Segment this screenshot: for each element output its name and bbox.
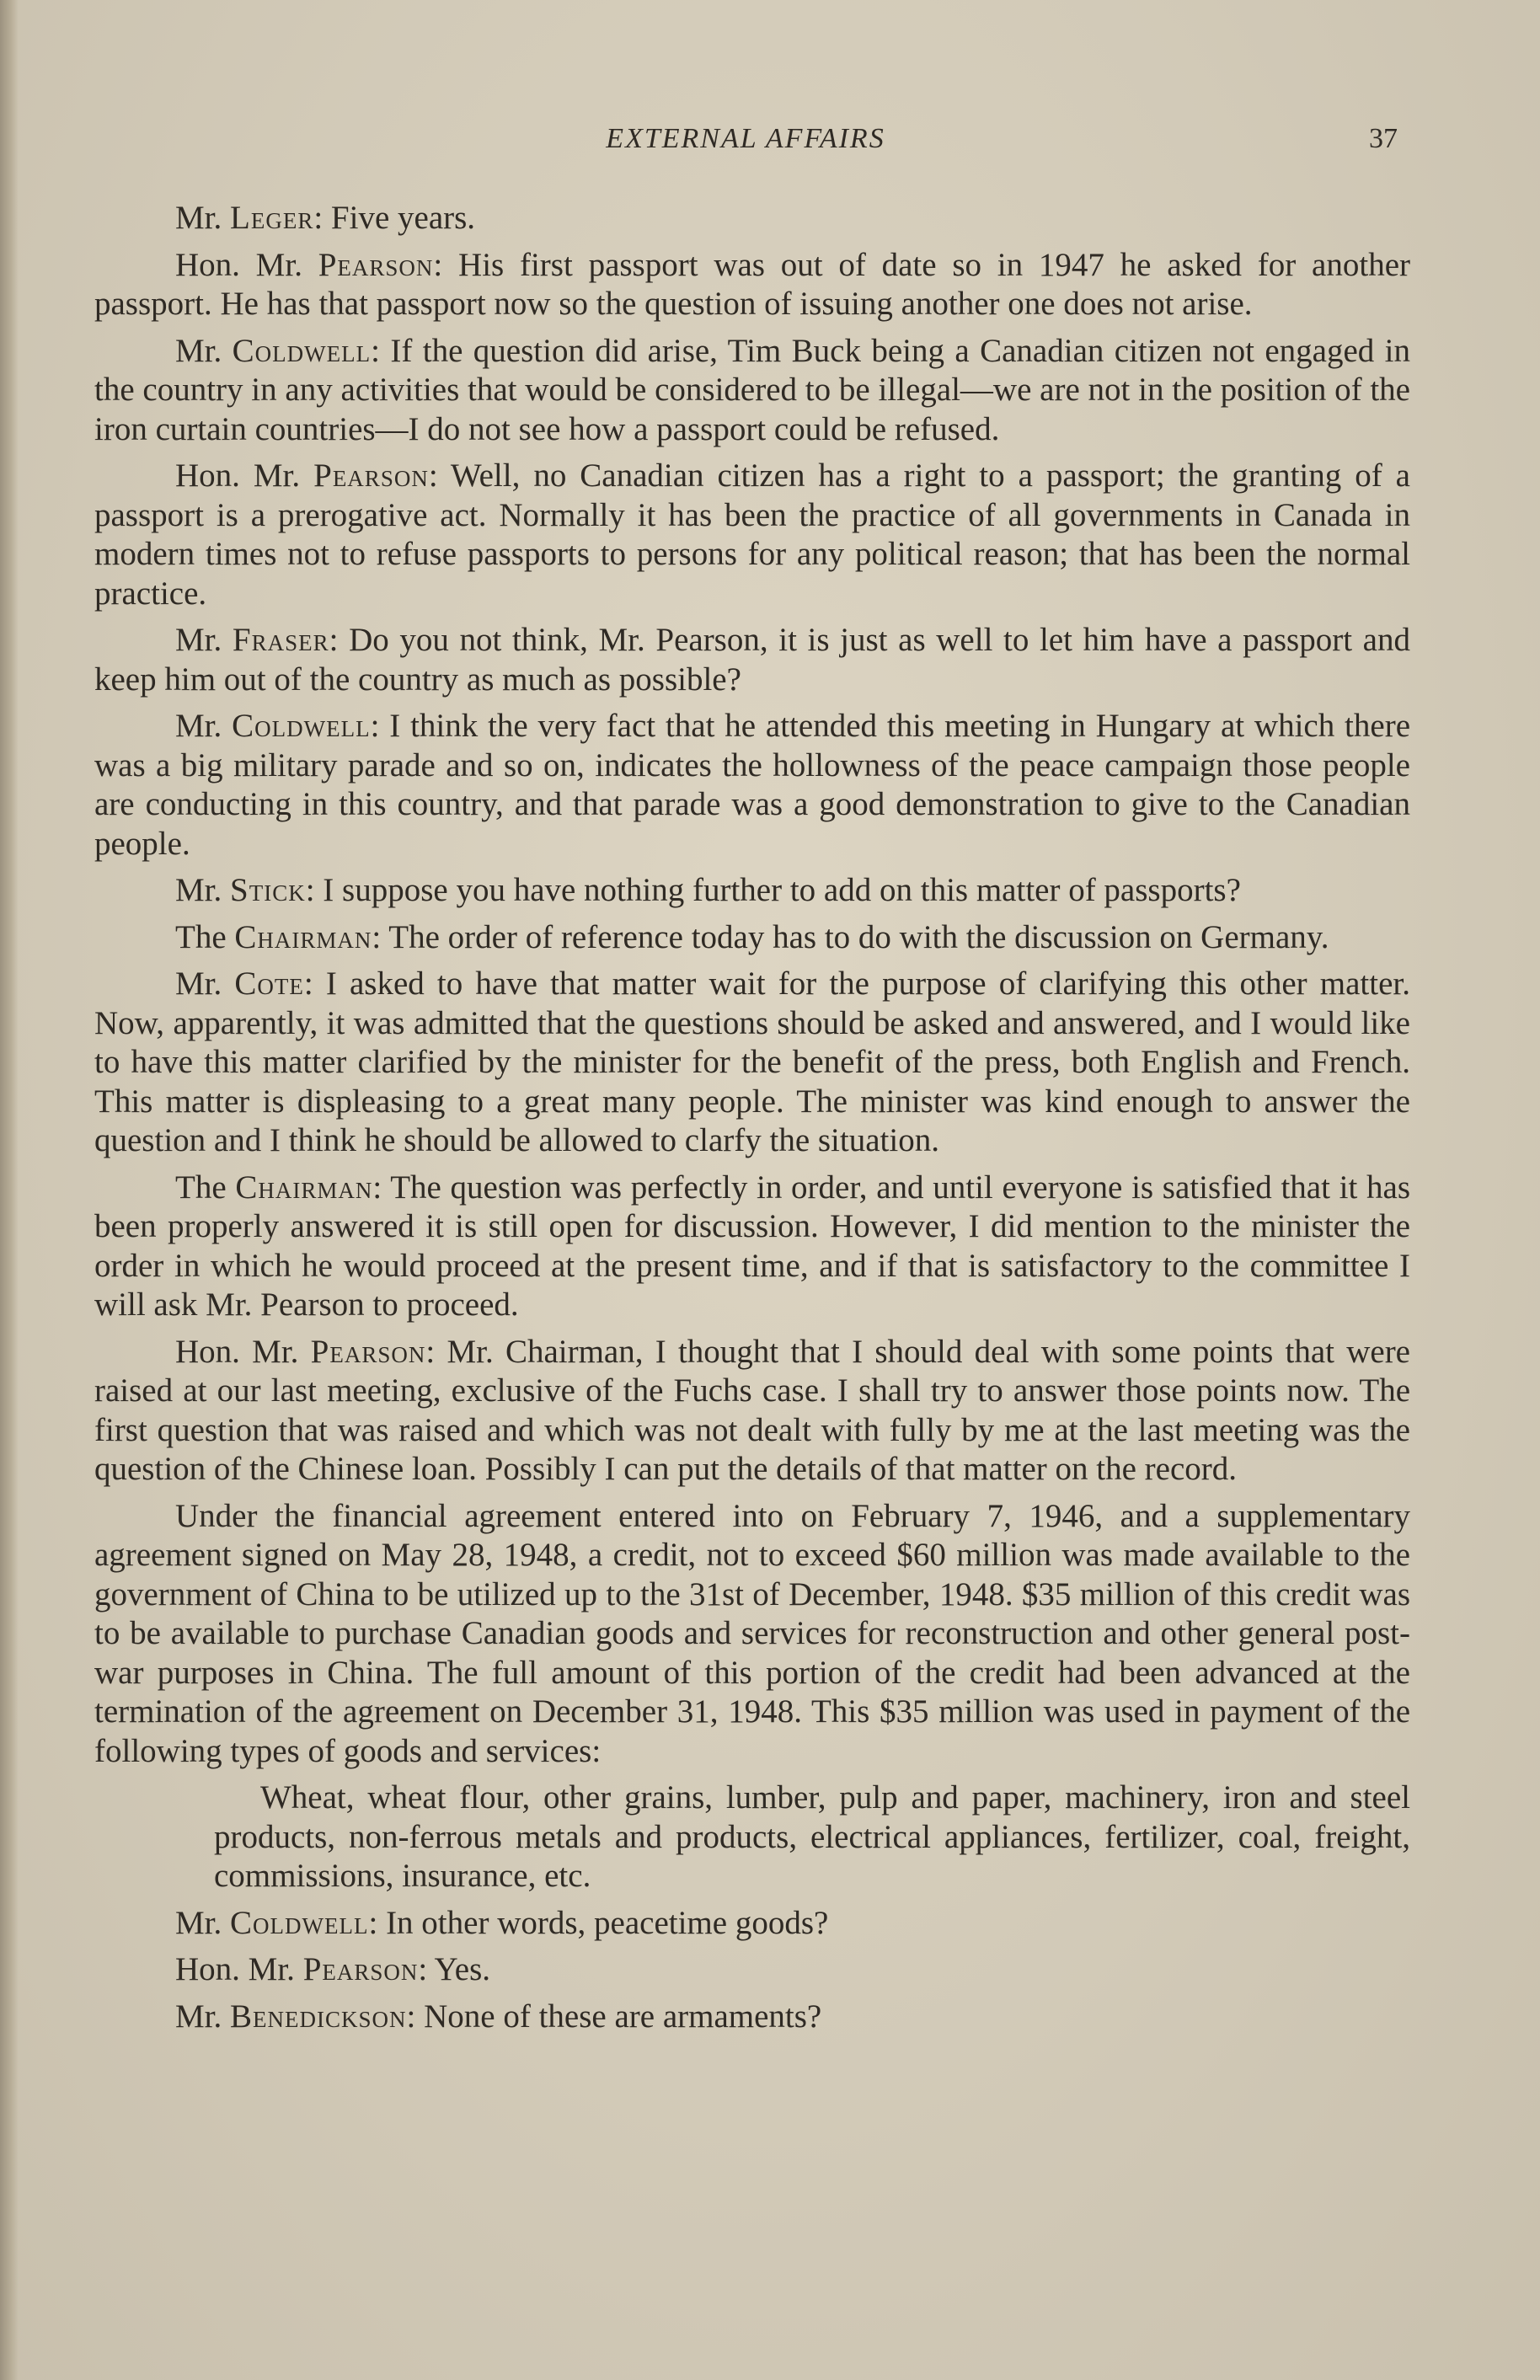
page-binding-shadow (0, 0, 19, 2380)
speaker-name: Coldwell (232, 332, 372, 369)
paragraph: Mr. Leger: Five years. (175, 200, 476, 236)
paragraph: Hon. Mr. Pearson: Well, no Canadian citizen has a right to a passport; the granting of a passport is a prerogative act. Normally it has been the practice of all governments in Canada in modern times not to refuse passports to persons for any political reason; that has been the normal practice. (94, 457, 1410, 612)
block-quote: Wheat, wheat flour, other grains, lumber, pulp and paper, machinery, iron and steel products, non-ferrous metals and products, electrical appliances, fertilizer, coal, freight, commissions, insurance, etc. (214, 1779, 1410, 1894)
speaker-name: Benedickson (230, 1998, 407, 2035)
paragraph: Under the financial agreement entered into on February 7, 1946, and a supplementary agreement signed on May 28, 1948, a credit, not to exceed $60 million was made available to the government of China to be utilized up to the 31st of December, 1948. $35 million of this credit was to be available to purchase Canadian goods and services for reconstruction and other general post-war purposes in China. The full amount of this portion of the credit had been advanced at the termination of the agreement on December 31, 1948. This $35 million was used in payment of the following types of goods and services: (94, 1497, 1410, 1769)
paragraph: Mr. Benedickson: None of these are armaments? (175, 1998, 822, 2035)
speaker-name: Pearson (310, 1333, 426, 1370)
paragraph: Mr. Coldwell: If the question did arise, Tim Buck being a Canadian citizen not engaged in the country in any activities that would be considered to be illegal—we are not in the position of the iron curtain countries—I do not see how a passport could be refused. (94, 332, 1410, 447)
page-number: 37 (1369, 123, 1398, 154)
speaker-name: Pearson (313, 457, 429, 494)
speaker-name: Fraser (232, 622, 329, 658)
page-header (0, 123, 1540, 165)
speaker-name: Pearson (318, 246, 434, 283)
speaker-name: Chairman (235, 1169, 373, 1206)
paragraph: Hon. Mr. Pearson: Yes. (175, 1951, 491, 1987)
paragraph: Mr. Cote: I asked to have that matter wait for the purpose of clarifying this other matter. Now, apparently, it was admitted that the questions should be asked and answered, and I would like to have this matter clarified by the minister for the benefit of the press, both English and French. This matter is displeasing to a great many people. The minister was kind enough to answer the question and I think he should be allowed to clarfy the situation. (94, 965, 1410, 1158)
speaker-name: Cote (234, 965, 304, 1002)
speaker-name: Leger (230, 200, 314, 236)
paragraph: Hon. Mr. Pearson: His first passport was out of date so in 1947 he asked for another passport. He has that passport now so the question of issuing another one does not arise. (94, 246, 1410, 322)
paragraph: Mr. Fraser: Do you not think, Mr. Pearson, it is just as well to let him have a passport and keep him out of the country as much as possible? (94, 622, 1410, 698)
speaker-name: Stick (230, 872, 306, 908)
paragraph: Mr. Coldwell: I think the very fact that he attended this meeting in Hungary at which there was a big military parade and so on, indicates the hollowness of the peace campaign those people are conducting in this country, and that parade was a good demonstration to give to the Canadian people. (94, 708, 1411, 862)
running-head: EXTERNAL AFFAIRS (606, 123, 885, 154)
page-body (94, 199, 1410, 2044)
paragraph: The Chairman: The question was perfectly in order, and until everyone is satisfied that it has been properly answered it is still open for discussion. However, I did mention to the minister the order in which he would proceed at the present time, and if that is satisfactory to the committee I will ask Mr. Pearson to proceed. (94, 1169, 1411, 1323)
speaker-name: Coldwell (230, 1904, 369, 1941)
speaker-name: Pearson (302, 1951, 419, 1987)
speaker-name: Chairman (234, 918, 372, 955)
paragraph: Mr. Coldwell: In other words, peacetime goods? (175, 1904, 829, 1941)
paragraph: Hon. Mr. Pearson: Mr. Chairman, I thought that I should deal with some points that were raised at our last meeting, exclusive of the Fuchs case. I shall try to answer those points now. The first question that was raised and which was not dealt with fully by me at the last meeting was the question of the Chinese loan. Possibly I can put the details of that matter on the record. (94, 1333, 1410, 1487)
paragraph: The Chairman: The order of reference today has to do with the discussion on Germany. (175, 918, 1329, 955)
speaker-name: Coldwell (232, 708, 371, 744)
paragraph: Mr. Stick: I suppose you have nothing further to add on this matter of passports? (175, 872, 1241, 908)
